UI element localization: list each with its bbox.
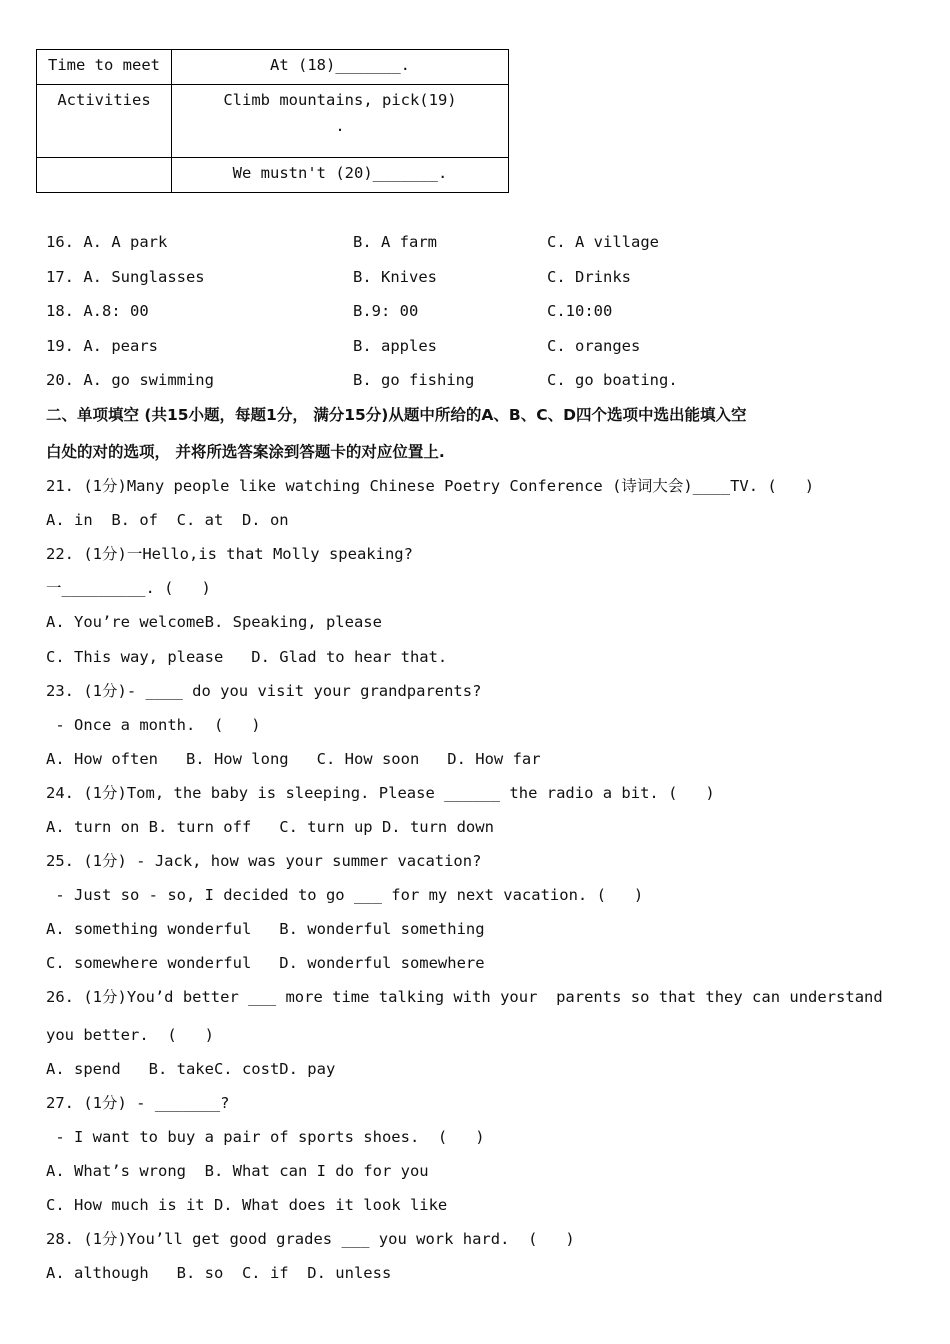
question-line: 26. (1分)You’d better ___ more time talking with your parents so that they can understand: [46, 988, 883, 1006]
question-18-a: 18. A.8: 00: [46, 302, 149, 320]
question-line: 24. (1分)Tom, the baby is sleeping. Please ______ the radio a bit. ( ): [46, 784, 715, 802]
question-19-a: 19. A. pears: [46, 337, 158, 355]
question-17-b: B. Knives: [353, 268, 437, 286]
section-heading-line2: 白处的对的选项， 并将所选答案涂到答题卡的对应位置上.: [46, 443, 445, 461]
question-line: A. although B. so C. if D. unless: [46, 1264, 392, 1282]
question-line: 21. (1分)Many people like watching Chinese Poetry Conference (诗词大会)____TV. ( ): [46, 477, 815, 495]
question-line: 25. (1分) - Jack, how was your summer vacation?: [46, 852, 482, 870]
cell-text: Time to meet: [48, 56, 160, 74]
table-row: [37, 50, 509, 85]
question-16-a: 16. A. A park: [46, 233, 168, 251]
question-20-b: B. go fishing: [353, 371, 475, 389]
question-line: - Once a month. ( ): [46, 716, 261, 734]
question-line: A. something wonderful B. wonderful something: [46, 920, 485, 938]
question-19-b: B. apples: [353, 337, 437, 355]
table-cell-value: [172, 158, 509, 193]
question-line: 28. (1分)You’ll get good grades ___ you work hard. ( ): [46, 1230, 575, 1248]
question-18-c: C.10:00: [547, 302, 613, 320]
question-line: C. somewhere wonderful D. wonderful somewhere: [46, 954, 485, 972]
question-line: C. This way, please D. Glad to hear that.: [46, 648, 448, 666]
question-line: - I want to buy a pair of sports shoes. ( ): [46, 1128, 485, 1146]
question-line: A. turn on B. turn off C. turn up D. turn down: [46, 818, 494, 836]
question-line: 一_________. ( ): [46, 579, 211, 597]
question-line: - Just so - so, I decided to go ___ for my next vacation. ( ): [46, 886, 644, 904]
cell-text: Climb mountains, pick(19): [223, 91, 457, 109]
table-row: [37, 158, 509, 193]
question-20-a: 20. A. go swimming: [46, 371, 214, 389]
question-17-c: C. Drinks: [547, 268, 631, 286]
question-20-c: C. go boating.: [547, 371, 678, 389]
table-cell-label: [37, 50, 172, 85]
question-line: 22. (1分)一Hello,is that Molly speaking?: [46, 545, 413, 563]
question-19-c: C. oranges: [547, 337, 641, 355]
cell-text: At (18)_______.: [270, 56, 410, 74]
table-cell-label: [37, 85, 172, 158]
table-cell-value: [172, 85, 509, 158]
question-line: C. How much is it D. What does it look like: [46, 1196, 448, 1214]
table-cell-value: [172, 50, 509, 85]
cell-text: Activities: [57, 91, 151, 109]
question-line: A. How often B. How long C. How soon D. How far: [46, 750, 541, 768]
cell-text: We mustn't (20)_______.: [232, 164, 448, 182]
question-line: 23. (1分)- ____ do you visit your grandparents?: [46, 682, 482, 700]
question-18-b: B.9: 00: [353, 302, 419, 320]
question-line: A. in B. of C. at D. on: [46, 511, 289, 529]
section-heading-line1: 二、单项填空 (共15小题，每题1分， 满分15分)从题中所给的A、B、C、D四个选项中选出能填入空: [46, 406, 747, 424]
question-16-b: B. A farm: [353, 233, 437, 251]
table-row: [37, 85, 509, 158]
question-line: A. What’s wrong B. What can I do for you: [46, 1162, 429, 1180]
info-table: [36, 49, 509, 193]
question-17-a: 17. A. Sunglasses: [46, 268, 205, 286]
question-line: A. You’re welcomeB. Speaking, please: [46, 613, 382, 631]
question-16-c: C. A village: [547, 233, 659, 251]
cell-text: [37, 158, 171, 162]
question-line: A. spend B. takeC. costD. pay: [46, 1060, 336, 1078]
table-cell-label: [37, 158, 172, 193]
question-line: you better. ( ): [46, 1026, 214, 1044]
cell-text: .: [335, 117, 345, 135]
question-line: 27. (1分) - _______?: [46, 1094, 230, 1112]
